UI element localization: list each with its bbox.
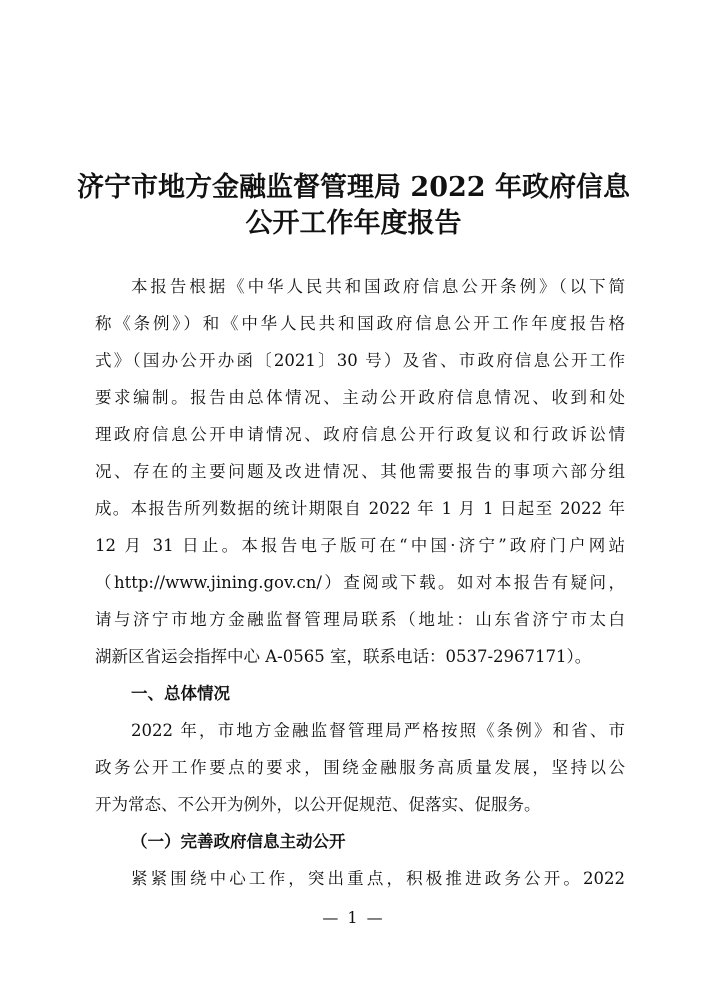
section-heading: 一、总体情况 xyxy=(131,684,230,703)
paragraph-line: 称《条例》）和《中华人民共和国政府信息公开工作年度报告格 xyxy=(95,314,625,333)
paragraph-line: 2022 年，市地方金融监督管理局严格按照《条例》和省、市 xyxy=(131,721,625,740)
document-title-line-1: 济宁市地方金融监督管理局 2022 年政府信息 xyxy=(77,172,630,203)
page-number: — 1 — xyxy=(322,908,385,927)
paragraph-line: 要求编制。报告由总体情况、主动公开政府信息情况、收到和处 xyxy=(95,388,625,407)
paragraph-line: 开为常态、不公开为例外，以公开促规范、促落实、促服务。 xyxy=(95,795,541,814)
paragraph-line: 成。本报告所列数据的统计期限自 2022 年 1 月 1 日起至 2022 年 xyxy=(95,499,625,518)
paragraph-line: 12 月 31 日止。本报告电子版可在“中国·济宁”政府门户网站 xyxy=(95,536,625,555)
paragraph-line: 湖新区省运会指挥中心 A-0565 室，联系电话：0537-2967171）。 xyxy=(95,647,592,666)
paragraph-line: 政务公开工作要点的要求，围绕金融服务高质量发展，坚持以公 xyxy=(95,758,625,777)
paragraph-line: 紧紧围绕中心工作，突出重点，积极推进政务公开。2022 xyxy=(131,869,625,888)
paragraph-line: 况、存在的主要问题及改进情况、其他需要报告的事项六部分组 xyxy=(95,462,625,481)
subsection-heading: （一）完善政府信息主动公开 xyxy=(131,832,346,851)
paragraph-line: 理政府信息公开申请情况、政府信息公开行政复议和行政诉讼情 xyxy=(95,425,625,444)
paragraph-line: （http://www.jining.gov.cn/）查阅或下载。如对本报告有疑问， xyxy=(95,573,625,592)
paragraph-line: 本报告根据《中华人民共和国政府信息公开条例》（以下简 xyxy=(131,277,625,296)
paragraph-line: 请与济宁市地方金融监督管理局联系（地址：山东省济宁市太白 xyxy=(95,610,625,629)
paragraph-line: 式》（国办公开办函〔2021〕30 号）及省、市政府信息公开工作 xyxy=(95,351,625,370)
document-title-line-2: 公开工作年度报告 xyxy=(245,208,462,239)
